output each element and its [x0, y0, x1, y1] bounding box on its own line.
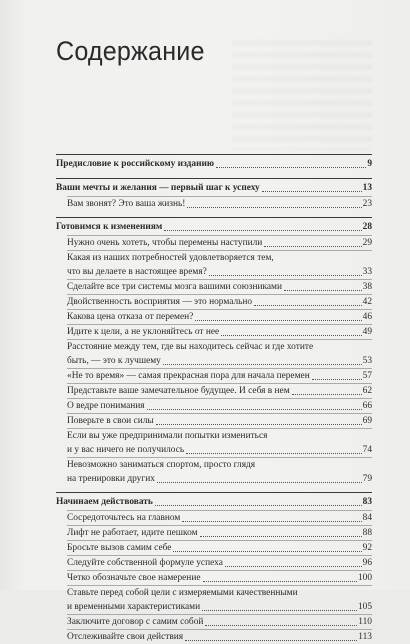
leader-dots: [262, 191, 362, 192]
entry-title-line: Вам звонят? Это ваша жизнь!: [67, 198, 186, 209]
toc-entry[interactable]: [56, 325, 372, 339]
toc-entry[interactable]: [56, 295, 372, 309]
leader-dots: [173, 551, 361, 552]
toc-entry[interactable]: [56, 458, 372, 486]
leader-dots: [312, 379, 362, 380]
entry-title-line: и у вас ничего не получилось: [67, 444, 185, 455]
entry-title-line: Какая из наших потребностей удовлетворяется тем,: [67, 252, 274, 263]
toc-section: [56, 154, 372, 172]
page-number: 23: [362, 198, 372, 209]
entry-title-line: Если вы уже предпринимали попытки измениться: [67, 430, 268, 441]
page-number: 33: [362, 266, 372, 277]
section-title: Ваши мечты и желания — первый шаг к успеху: [56, 183, 260, 193]
toc-entry[interactable]: [56, 586, 372, 614]
section-title: Предисловие к российскому изданию: [56, 159, 215, 169]
page-number: 42: [362, 296, 372, 307]
toc-entry[interactable]: [56, 369, 372, 383]
toc-entry[interactable]: [56, 399, 372, 413]
leader-dots: [225, 566, 362, 567]
leader-dots: [209, 275, 362, 276]
entry-title-line: Отслеживайте свои действия: [67, 631, 184, 642]
toc-section: [56, 217, 372, 486]
show-through-text: [232, 40, 372, 150]
entry-title-line: Сосредоточьтесь на главном: [67, 512, 181, 523]
toc-section-heading[interactable]: [56, 218, 372, 235]
entry-title-line: Расстояние между тем, где вы находитесь сейчас и где хотите: [67, 341, 314, 352]
leader-dots: [157, 482, 362, 483]
entry-title-line: Двойственность восприятия — это нормально: [67, 296, 253, 307]
section-title: Начинаем действовать: [56, 497, 153, 507]
toc-entry[interactable]: [56, 571, 372, 585]
toc-section-heading[interactable]: [56, 493, 372, 510]
entry-title-line: Четко обозначьте свое намерение: [67, 572, 201, 583]
leader-dots: [221, 335, 361, 336]
leader-dots: [264, 246, 361, 247]
leader-dots: [187, 207, 361, 208]
entry-title-line: «Не то время» — самая прекрасная пора для начала перемен: [67, 370, 310, 381]
entry-title-line: Какова цена отказа от перемен?: [67, 311, 194, 322]
page-number: 100: [357, 572, 372, 583]
page-number: 110: [358, 616, 372, 627]
entry-title-line: Сделайте все три системы мозга вашими союзниками: [67, 281, 283, 292]
toc-entry[interactable]: [56, 615, 372, 629]
leader-dots: [195, 320, 361, 321]
leader-dots: [292, 394, 362, 395]
page-number: 13: [362, 183, 372, 193]
page-number: 9: [367, 159, 372, 169]
page-number: 105: [357, 601, 372, 612]
page-number: 57: [362, 370, 372, 381]
entry-title-line: на тренировки других: [67, 473, 155, 484]
leader-dots: [155, 505, 362, 506]
page-number: 46: [362, 311, 372, 322]
entry-title-line: Следуйте собственной формуле успеха: [67, 557, 223, 568]
toc-section: [56, 492, 372, 644]
leader-dots: [147, 409, 362, 410]
page-number: 92: [362, 542, 372, 553]
toc-entry[interactable]: [56, 414, 372, 428]
entry-title-line: Лифт не работает, идите пешком: [67, 527, 198, 538]
page-number: 113: [358, 631, 372, 642]
leader-dots: [182, 521, 361, 522]
entry-title-line: Поверьте в свои силы: [67, 415, 154, 426]
page-number: 38: [362, 281, 372, 292]
entry-title-line: Идите к цели, а не уклоняйтесь от нее: [67, 326, 220, 337]
leader-dots: [164, 230, 361, 231]
toc-entry[interactable]: [56, 630, 372, 644]
leader-dots: [186, 453, 361, 454]
leader-dots: [185, 640, 357, 641]
toc-entry[interactable]: [56, 556, 372, 570]
toc-entry[interactable]: [56, 310, 372, 324]
toc-entry[interactable]: [56, 236, 372, 250]
section-title: Готовимся к изменениям: [56, 222, 163, 232]
page-title: Содержание: [56, 36, 205, 66]
page-number: 83: [362, 497, 372, 507]
page-number: 84: [362, 512, 372, 523]
page-number: 96: [362, 557, 372, 568]
page-number: 69: [362, 415, 372, 426]
leader-dots: [254, 305, 362, 306]
page-number: 29: [362, 237, 372, 248]
leader-dots: [216, 167, 366, 168]
leader-dots: [205, 625, 357, 626]
toc-section-heading[interactable]: [56, 179, 372, 196]
entry-title-line: Заключите договор с самим собой: [67, 616, 204, 627]
entry-title-line: Ставьте перед собой цели с измеряемыми качественными: [67, 587, 298, 598]
entry-title-line: Представьте ваше замечательное будущее. И себя в нем: [67, 385, 290, 396]
page-number: 28: [362, 222, 372, 232]
page-number: 79: [362, 473, 372, 484]
entry-title-line: и временными характеристиками: [67, 601, 201, 612]
toc-entry[interactable]: [56, 429, 372, 457]
leader-dots: [156, 424, 362, 425]
leader-dots: [284, 290, 362, 291]
leader-dots: [202, 610, 357, 611]
entry-title-line: что вы делаете в настоящее время?: [67, 266, 207, 277]
entry-title-line: Бросьте вызов самим себе: [67, 542, 172, 553]
entry-title-line: О ведре понимания: [67, 400, 145, 411]
toc-entry[interactable]: [56, 197, 372, 211]
page-number: 74: [362, 444, 372, 455]
toc-entry[interactable]: [56, 511, 372, 525]
entry-title-line: быть, — это к лучшему: [67, 355, 161, 366]
entry-title-line: Невозможно заниматься спортом, просто глядя: [67, 459, 256, 470]
toc-entry[interactable]: [56, 251, 372, 279]
page-number: 53: [362, 355, 372, 366]
page-number: 62: [362, 385, 372, 396]
toc-section-heading[interactable]: [56, 155, 372, 172]
toc-entry[interactable]: [56, 280, 372, 294]
toc-entry[interactable]: [56, 526, 372, 540]
entry-title-line: Нужно очень хотеть, чтобы перемены наступили: [67, 237, 263, 248]
page-number: 49: [362, 326, 372, 337]
leader-dots: [200, 536, 362, 537]
toc-entry[interactable]: [56, 384, 372, 398]
table-of-contents: [56, 148, 372, 644]
leader-dots: [163, 364, 362, 365]
page-number: 88: [362, 527, 372, 538]
page-number: 66: [362, 400, 372, 411]
toc-entry[interactable]: [56, 541, 372, 555]
toc-section: [56, 178, 372, 211]
toc-entry[interactable]: [56, 340, 372, 368]
leader-dots: [203, 581, 357, 582]
